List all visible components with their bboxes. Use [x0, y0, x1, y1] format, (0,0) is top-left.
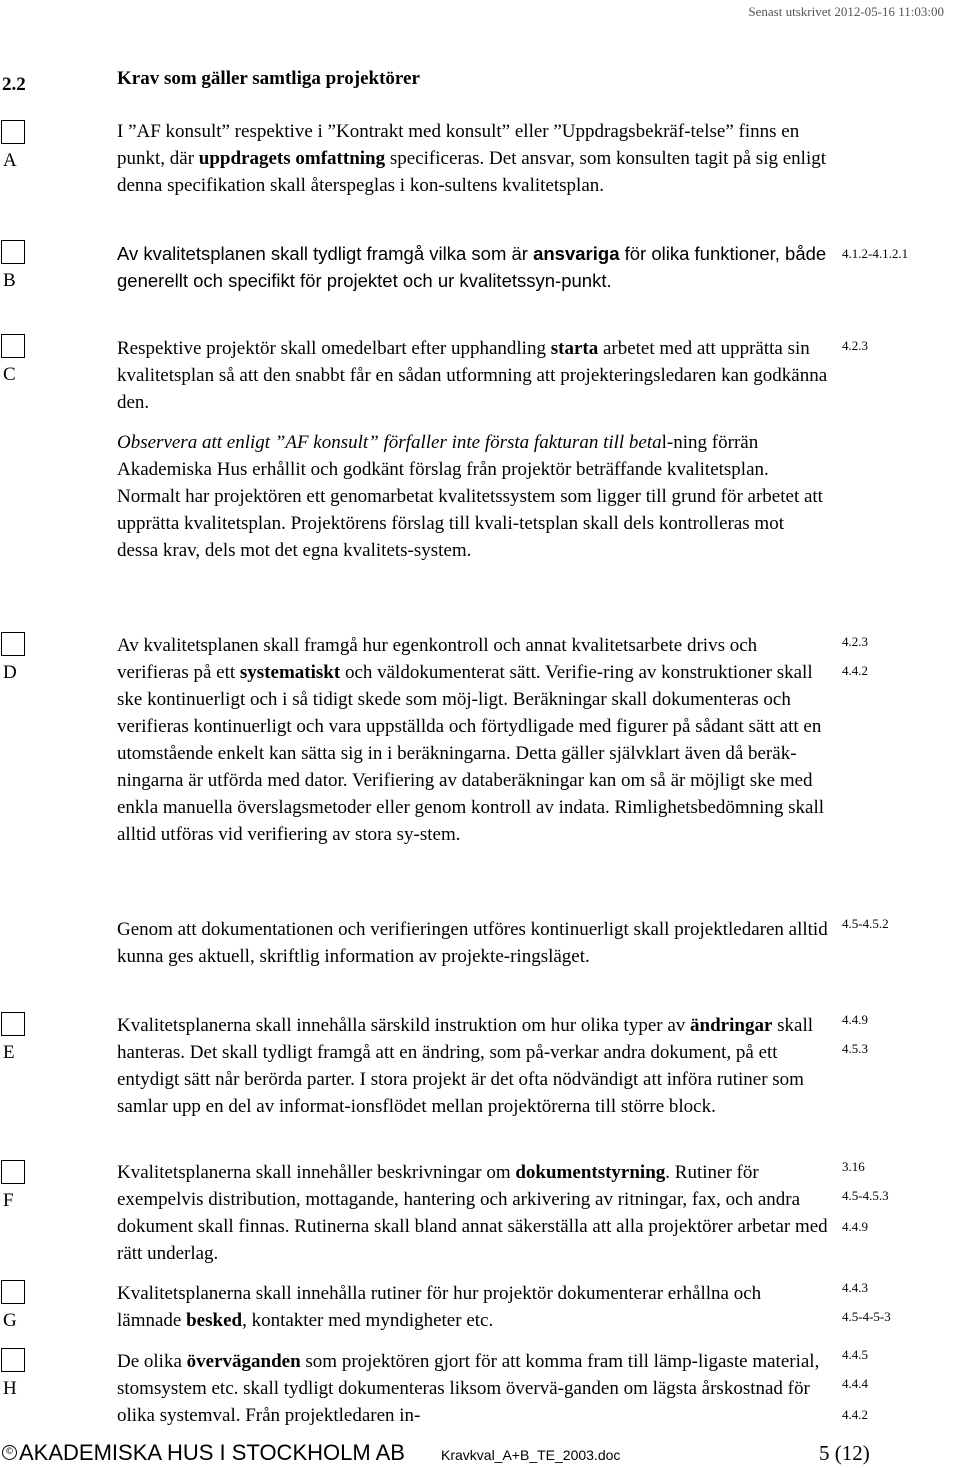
paragraph-e: Kvalitetsplanerna skall innehålla särskild instruktion om hur olika typer av ändringar skall hanteras. Det skall tydligt framgå att en ändring, som på-verkar andra dokument, på ett entydigt sätt når berörda parter. I stora projekt är det ofta nödvändigt att införa rutiner som samlar upp en del av informat-ionsflödet mellan projektörerna till större block.	[117, 1015, 814, 1117]
item-letter-d: D	[3, 662, 17, 683]
footer-page-number: 5 (12)	[819, 1441, 870, 1465]
reference-e-2: 4.5.3	[842, 1041, 868, 1056]
paragraph-g: Kvalitetsplanerna skall innehålla rutiner för hur projektör dokumenterar erhållna och lämnade besked, kontakter med myndigheter etc.	[117, 1283, 762, 1331]
print-timestamp: Senast utskrivet 2012-05-16 11:03:00	[748, 4, 944, 19]
item-letter-e: E	[3, 1042, 15, 1063]
item-letter-c: C	[3, 364, 16, 385]
reference-d-1: 4.2.3	[842, 634, 868, 649]
paragraph-b: Av kvalitetsplanen skall tydligt framgå vilka som är ansvariga för olika funktioner, både generellt och specifikt för projektet och ur kvalitetssyn-punkt.	[117, 243, 827, 291]
reference-e-1: 4.4.9	[842, 1012, 868, 1027]
paragraph-d: Av kvalitetsplanen skall framgå hur egenkontroll och annat kvalitetsarbete drivs och verifieras på ett systematiskt och väldokumenterat sätt. Verifie-ring av konstruktioner skall ske kontinuerligt och i så tidigt skede som möj-ligt. Beräkningar skall dokumenteras och verifieras kontinuerligt och vara uppställda och förtydligade med figurer på sådant sätt att en utomstående enkelt kan sätta sig in i beräkningarna. Detta gäller självklart även då beräk-ningarna är utförda med dator. Verifiering av databeräkningar kan om så är möjligt ske med enkla manuella överslagsmetoder eller genom kontroll av indata. Rimlighetsbedömning skall alltid utföras vid verifiering av stora sy-stem.	[117, 635, 825, 845]
reference-g-1: 4.4.3	[842, 1280, 868, 1295]
paragraph-h: De olika överväganden som projektören gjort för att komma fram till lämp-ligaste material, stomsystem etc. skall tydligt dokumenteras liksom övervä-ganden om lägsta årskostnad för olika systemval. Från projektledaren in-	[117, 1351, 820, 1426]
reference-d-3: 4.5-4.5.2	[842, 916, 889, 931]
reference-f-2: 4.5-4.5.3	[842, 1188, 889, 1203]
note-paragraph: Observera att enligt ”AF konsult” förfaller inte första fakturan till betal-ning förrän Akademiska Hus erhållit och godkänt förslag från projektör beträffande kvalitetsplan. Normalt har projektören ett genomarbetat kvalitetssystem som ligger till grund för arbetet att upprätta kvalitetsplan. Projektörens förslag till kvali-tetsplan skall dels kontrolleras mot dessa krav, dels mot det egna kvalitets-system.	[117, 432, 823, 561]
checkbox-h[interactable]	[1, 1348, 25, 1372]
checkbox-e[interactable]	[1, 1012, 25, 1036]
reference-h-2: 4.4.4	[842, 1376, 868, 1391]
checkbox-a[interactable]	[1, 120, 25, 144]
checkbox-b[interactable]	[1, 240, 25, 264]
paragraph-c: Respektive projektör skall omedelbart efter upphandling starta arbetet med att upprätta sin kvalitetsplan så att den snabbt får en sådan utformning att projekteringsledaren kan godkänna den.	[117, 338, 828, 413]
paragraph-d-continued: Genom att dokumentationen och verifieringen utföres kontinuerligt skall projektledaren alltid kunna ges aktuell, skriftlig information av projekte-ringsläget.	[117, 919, 828, 967]
page-footer	[0, 1440, 960, 1468]
item-letter-b: B	[3, 270, 16, 291]
paragraph-a: I ”AF konsult” respektive i ”Kontrakt med konsult” eller ”Uppdragsbekräf-telse” finns en punkt, där uppdragets omfattning specificeras. Det ansvar, som konsulten tagit på sig enligt denna specifikation skall återspeglas i kon-sultens kvalitetsplan.	[117, 121, 827, 196]
reference-f-1: 3.16	[842, 1159, 865, 1174]
paragraph-f: Kvalitetsplanerna skall innehåller beskrivningar om dokumentstyrning. Rutiner för exempelvis distribution, mottagande, hantering och arkivering av ritningar, fax, och andra dokument skall finnas. Rutinerna skall bland annat säkerställa att alla projektörer arbetar med rätt underlag.	[117, 1162, 828, 1264]
item-letter-a: A	[3, 150, 17, 171]
reference-g-2: 4.5-4-5-3	[842, 1309, 891, 1324]
section-title: Krav som gäller samtliga projektörer	[117, 68, 420, 89]
footer-organization: AKADEMISKA HUS I STOCKHOLM AB	[19, 1440, 405, 1465]
item-letter-h: H	[3, 1378, 17, 1399]
section-number: 2.2	[2, 74, 26, 95]
reference-f-3: 4.4.9	[842, 1219, 868, 1234]
checkbox-g[interactable]	[1, 1280, 25, 1304]
footer-filename: Kravkval_A+B_TE_2003.doc	[441, 1447, 621, 1463]
item-letter-f: F	[3, 1190, 14, 1211]
copyright-icon: ©	[2, 1445, 17, 1460]
note-italic: Observera att enligt ”AF konsult” förfaller inte första fakturan till beta	[117, 432, 662, 453]
reference-h-3: 4.4.2	[842, 1407, 868, 1422]
reference-h-1: 4.4.5	[842, 1347, 868, 1362]
reference-d-2: 4.4.2	[842, 663, 868, 678]
reference-c: 4.2.3	[842, 338, 868, 353]
checkbox-d[interactable]	[1, 632, 25, 656]
item-letter-g: G	[3, 1310, 17, 1331]
checkbox-c[interactable]	[1, 334, 25, 358]
checkbox-f[interactable]	[1, 1160, 25, 1184]
reference-b: 4.1.2-4.1.2.1	[842, 246, 909, 261]
